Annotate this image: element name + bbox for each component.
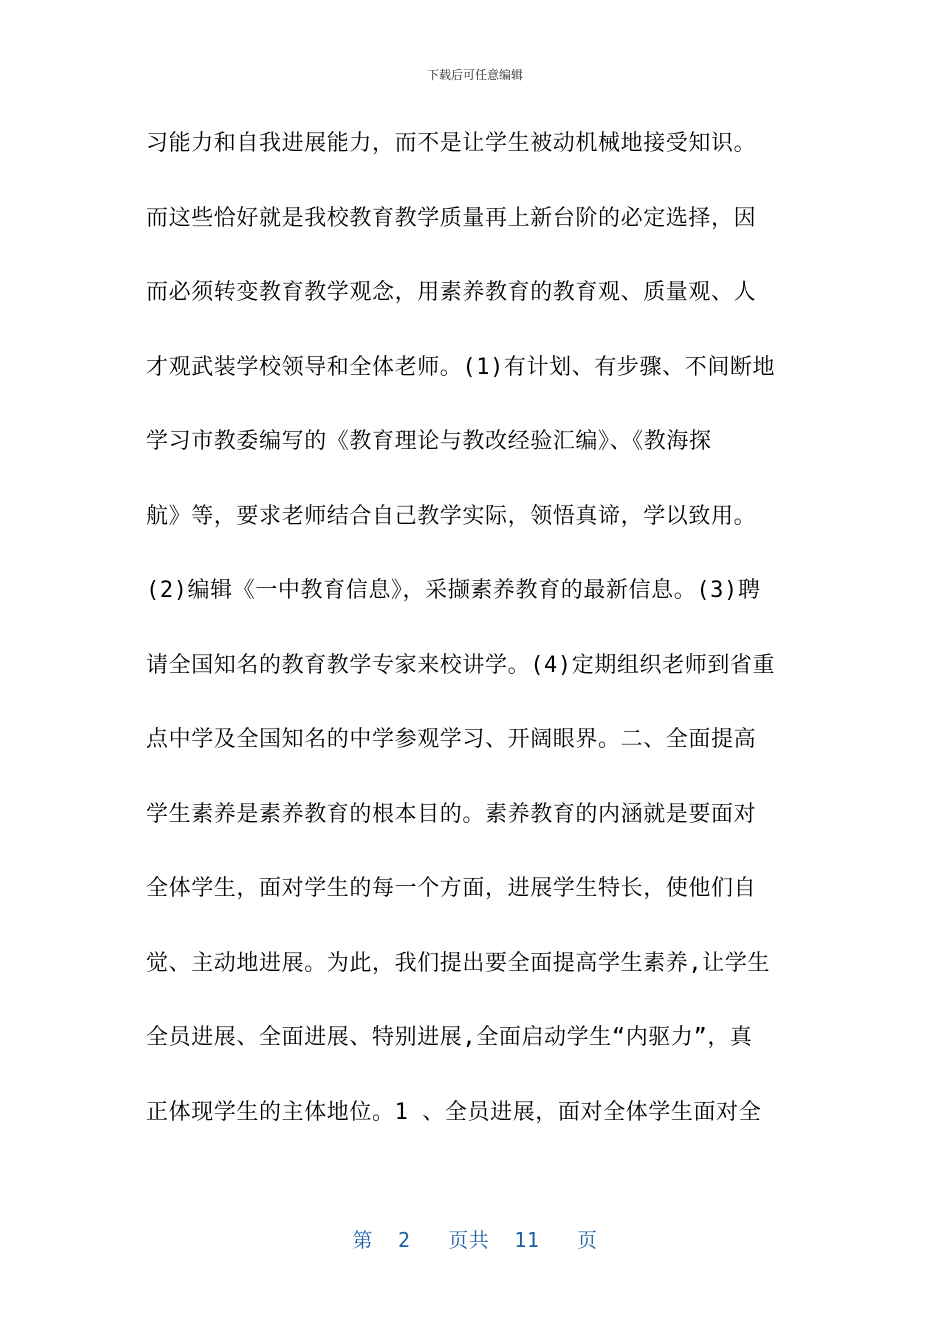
text-line: 正体现学生的主体地位。1 、全员进展，面对全体学生面对全 — [146, 1099, 762, 1125]
text-line: 航》等，要求老师结合自己教学实际，领悟真谛，学以致用。 — [146, 503, 757, 529]
text-line: 全员进展、全面进展、特别进展,全面启动学生“内驱力”，真 — [146, 1025, 753, 1050]
text-line: 学习市教委编写的《教育理论与教改经验汇编》、《教海探 — [146, 429, 712, 454]
text-line: 习能力和自我进展能力，而不是让学生被动机械地接受知识。 — [146, 131, 757, 156]
text-line: 觉、主动地进展。为此，我们提出要全面提高学生素养,让学生 — [146, 950, 771, 976]
text-line: 而必须转变教育教学观念，用素养教育的教育观、质量观、人 — [146, 280, 757, 305]
text-line: 学生素养是素养教育的根本目的。素养教育的内涵就是要面对 — [146, 801, 757, 827]
text-line: 才观武装学校领导和全体老师。(1)有计划、有步骤、不间断地 — [146, 354, 776, 380]
text-line: 请全国知名的教育教学专家来校讲学。(4)定期组织老师到省重 — [146, 652, 776, 678]
text-line: 全体学生，面对学生的每一个方面，进展学生特长，使他们自 — [146, 876, 757, 901]
page-number-footer: 第 2 页共 11 页 — [352, 1228, 598, 1252]
text-line: (2)编辑《一中教育信息》，采撷素养教育的最新信息。(3)聘 — [146, 578, 761, 603]
body-text — [146, 122, 806, 1165]
text-line: 而这些恰好就是我校教育教学质量再上新台阶的必定选择，因 — [146, 205, 757, 231]
text-line: 点中学及全国知名的中学参观学习、开阔眼界。二、全面提高 — [146, 727, 757, 752]
page-header: 下载后可任意编辑 — [426, 68, 523, 82]
